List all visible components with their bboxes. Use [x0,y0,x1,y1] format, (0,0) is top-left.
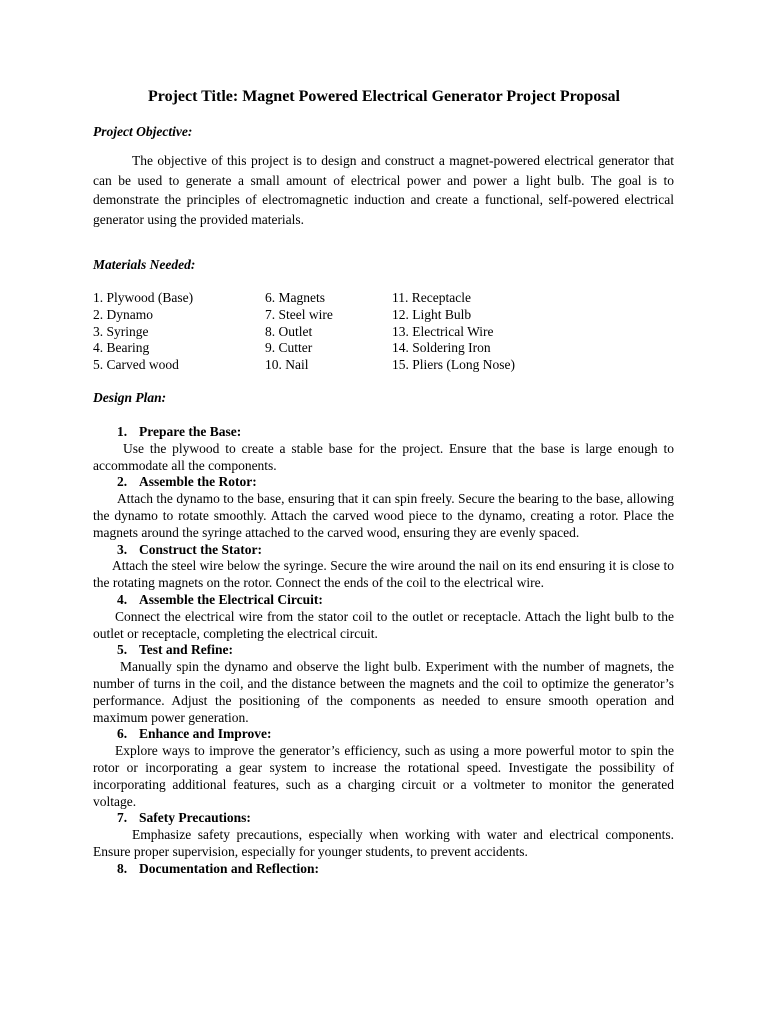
step-number: 4. [117,591,128,607]
material-item: 6. Magnets [265,290,325,305]
material-item: 5. Carved wood [93,357,179,373]
step-heading [93,642,674,659]
step-number: 1. [117,424,128,439]
materials-heading: Materials Needed: [93,257,196,272]
materials-column-1 [93,290,193,374]
step-text: Attach the steel wire below the syringe. Secure the wire around the nail on its end ensuring it is close to the rotating magnets on the rotor. Connect the ends of the coil to the electrical wire. [93,558,674,591]
step-heading [93,810,674,827]
material-item: 4. Bearing [93,340,150,356]
material-item: 13. Electrical Wire [392,323,494,339]
step-title: Assemble the Electrical Circuit: [139,591,323,607]
design-step [93,642,674,726]
step-text: Manually spin the dynamo and observe the light bulb. Experiment with the number of magnets, the number of turns in the coil, and the distance between the magnets and the coil to optimize the generator’s performance. Adjust the positioning of the components as needed to ensure smooth operation and maximum power generation. [93,659,674,725]
step-title: Test and Refine: [139,642,234,658]
step-title: Construct the Stator: [139,541,262,557]
step-text: Use the plywood to create a stable base for the project. Ensure that the base is large enough to accommodate all the components. [93,440,674,473]
materials-list [93,290,693,376]
step-text: Explore ways to improve the generator’s efficiency, such as using a more powerful motor to spin the rotor or incorporating a gear system to increase the rotational speed. Investigate the possibility of incorporating additional features, such as a charging circuit or a voltmeter to monitor the generated voltage. [93,743,674,809]
design-step [93,810,674,860]
step-title: Assemble the Rotor: [139,474,257,490]
material-item: 2. Dynamo [93,306,153,322]
step-number: 7. [117,810,128,826]
step-number: 6. [117,726,128,742]
material-item: 3. Syringe [93,323,149,339]
step-text: Attach the dynamo to the base, ensuring that it can spin freely. Secure the bearing to the base, allowing the dynamo to rotate smoothly. Attach the carved wood piece to the dynamo, creating a rotor. Place the magnets around the syringe attached to the carved wood, ensuring they are evenly spaced. [93,491,674,540]
material-item: 7. Steel wire [265,306,333,322]
design-plan-heading: Design Plan: [93,390,167,405]
material-item: 12. Light Bulb [392,306,472,322]
objective-heading: Project Objective: [93,124,193,139]
design-step [93,542,674,592]
step-heading [93,542,674,559]
material-item: 15. Pliers (Long Nose) [392,357,515,373]
document-title: Project Title: Magnet Powered Electrical Generator Project Proposal [148,88,620,105]
step-number: 8. [117,860,128,876]
material-item: 11. Receptacle [392,290,471,305]
step-heading [93,592,674,609]
step-number: 3. [117,541,128,557]
step-title: Enhance and Improve: [139,726,272,742]
step-title: Documentation and Reflection: [139,860,319,876]
step-heading [93,726,674,743]
objective-paragraph: The objective of this project is to design and construct a magnet-powered electrical generator that can be used to generate a small amount of electrical power and power a light bulb. The goal is to demonstrate the principles of electromagnetic induction and create a functional, self-powered electrical generator using the provided materials. [93,153,674,227]
material-item: 14. Soldering Iron [392,340,491,356]
material-item: 8. Outlet [265,323,313,339]
step-title: Safety Precautions: [139,810,251,826]
materials-column-3 [392,290,515,374]
materials-column-2 [265,290,333,374]
design-step [93,424,674,474]
step-heading [93,861,674,878]
design-step [93,726,674,810]
step-number: 2. [117,474,128,490]
step-number: 5. [117,642,128,658]
step-text: Emphasize safety precautions, especially when working with water and electrical components. Ensure proper supervision, especially for younger students, to prevent accidents. [93,827,674,859]
material-item: 9. Cutter [265,340,313,356]
material-item: 10. Nail [265,357,309,373]
design-step [93,592,674,642]
design-step [93,861,674,878]
material-item: 1. Plywood (Base) [93,290,194,305]
step-heading [93,424,674,441]
step-heading [93,474,674,491]
step-title: Prepare the Base: [139,424,242,439]
step-text: Connect the electrical wire from the stator coil to the outlet or receptacle. Attach the light bulb to the outlet or receptacle, completing the electrical circuit. [93,608,674,641]
design-plan-steps [93,424,674,878]
design-step [93,474,674,541]
